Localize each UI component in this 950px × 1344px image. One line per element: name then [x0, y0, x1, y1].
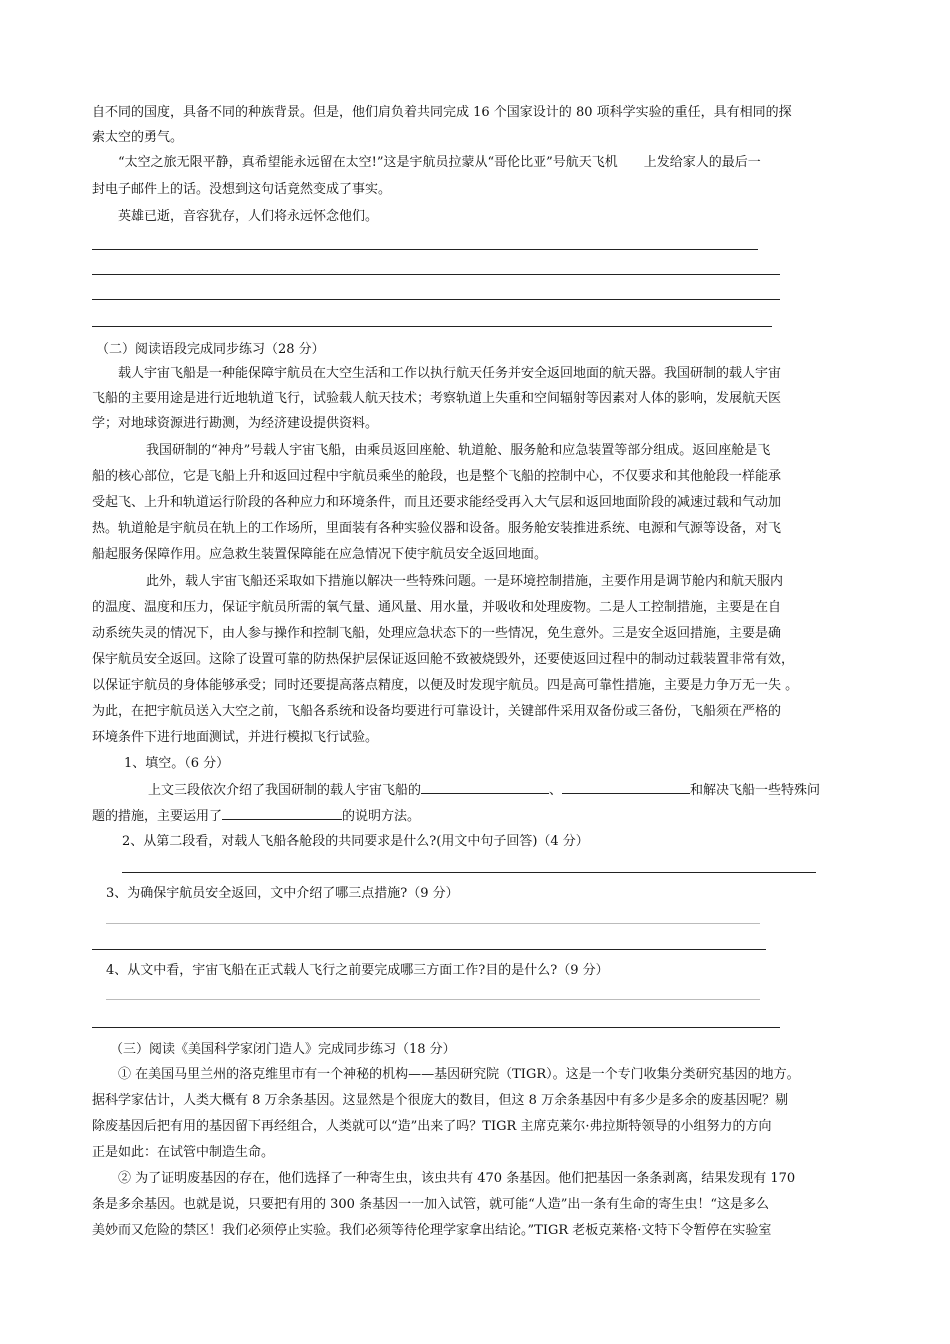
paragraph-line: ① 在美国马里兰州的洛克维里市有一个神秘的机构——基因研究院（TIGR）。这是一个专门收集分类研究基因的地方。: [118, 1067, 800, 1082]
answer-line[interactable]: [92, 299, 780, 300]
paragraph-line: 船起服务保障作用。应急救生装置保障能在应急情况下使宇航员安全返回地面。: [92, 547, 548, 562]
paragraph-line: 动系统失灵的情况下，由人参与操作和控制飞船，处理应急状态下的一些情况，免生意外。三是安全返回措施，主要是确: [92, 626, 782, 641]
paragraph-line: 此外，载人宇宙飞船还采取如下措施以解决一些特殊问题。一是环境控制措施，主要作用是调节舱内和航天服内: [146, 574, 784, 589]
answer-line[interactable]: [92, 1027, 780, 1028]
paragraph-line: 为此，在把宇航员送入大空之前，飞船各系统和设备均要进行可靠设计，关键部件采用双备份或三备份，飞船须在严格的: [92, 704, 782, 719]
blank-field[interactable]: [562, 781, 690, 794]
paragraph-line: 飞船的主要用途是进行近地轨道飞行，试验载人航天技术；考察轨道上失重和空间辐射等因素对人体的影响，发展航天医: [92, 391, 782, 406]
paragraph-line: 热。轨道舱是宇航员在轨上的工作场所，里面装有各种实验仪器和设备。服务舱安装推进系统、电源和气源等设备，对飞: [92, 521, 782, 536]
intro-line: 英雄已逝，音容犹存，人们将永远怀念他们。: [118, 209, 379, 224]
intro-line: 自不同的国度，具备不同的种族背景。但是，他们肩负着共同完成 16 个国家设计的 80 项科学实验的重任，具有相同的探: [92, 105, 792, 120]
question-title: 1、填空。（6 分）: [124, 756, 230, 771]
intro-line: 封电子邮件上的话。没想到这句话竟然变成了事实。: [92, 182, 392, 197]
answer-line[interactable]: [122, 872, 816, 873]
paragraph-line: ② 为了证明废基因的存在，他们选择了一种寄生虫，该虫共有 470 条基因。他们把基因一条条剥离，结果发现有 170: [118, 1171, 796, 1186]
blank-field[interactable]: [222, 807, 342, 820]
answer-line[interactable]: [106, 923, 760, 924]
fill-blank-question: [148, 781, 820, 800]
question-text: 和解决飞船一些特殊问: [690, 783, 821, 798]
answer-line[interactable]: [92, 326, 772, 327]
paragraph-line: 环境条件下进行地面测试，并进行模拟飞行试验。: [92, 730, 379, 745]
question-text: 4、从文中看，宇宙飞船在正式载人飞行之前要完成哪三方面工作?目的是什么?（9 分）: [106, 963, 609, 978]
intro-line: “太空之旅无限平静，真希望能永远留在太空!”这是宇航员拉蒙从“哥伦比亚”号航天飞机 上发给家人的最后一: [118, 155, 761, 170]
paragraph-line: 除废基因后把有用的基因留下再经组合，人类就可以“造”出来了吗？TIGR 主席克莱尔·弗拉斯特领导的小组努力的方向: [92, 1119, 772, 1134]
question-text: 上文三段依次介绍了我国研制的载人宇宙飞船的: [148, 783, 422, 798]
answer-line[interactable]: [106, 999, 760, 1000]
question-text: 3、为确保宇航员安全返回，文中介绍了哪三点措施?（9 分）: [106, 886, 459, 901]
paragraph-line: 美妙而又危险的禁区！我们必须停止实验。我们必须等待伦理学家拿出结论。”TIGR 老板克莱格·文特下令暂停在实验室: [92, 1223, 772, 1238]
paragraph-line: 受起飞、上升和轨道运行阶段的各种应力和环境条件，而且还要求能经受再入大气层和返回地面阶段的减速过载和气动加: [92, 495, 782, 510]
question-text: 题的措施，主要运用了: [92, 809, 223, 824]
fill-blank-question: [92, 807, 420, 826]
paragraph-line: 正是如此：在试管中制造生命。: [92, 1145, 275, 1160]
answer-line[interactable]: [92, 249, 758, 250]
paragraph-line: 条是多余基因。也就是说，只要把有用的 300 条基因一一加入试管，就可能“人造”出一条有生命的寄生虫！“这是多么: [92, 1197, 770, 1212]
answer-line[interactable]: [92, 949, 766, 950]
paragraph-line: 保宇航员安全返回。这除了设置可靠的防热保护层保证返回舱不致被烧毁外，还要使返回过程中的制动过载装置非常有效，: [92, 652, 795, 667]
section-heading: （三）阅读《美国科学家闭门造人》完成同步练习（18 分）: [110, 1042, 456, 1057]
question-text: 、: [549, 783, 563, 798]
section-heading: （二）阅读语段完成同步练习（28 分）: [96, 342, 325, 357]
paragraph-line: 据科学家估计，人类大概有 8 万余条基因。这显然是个很庞大的数目，但这 8 万余条基因中有多少是多余的废基因呢？剔: [92, 1093, 789, 1108]
question-text: 的说明方法。: [342, 809, 421, 824]
answer-line[interactable]: [92, 274, 780, 275]
paragraph-line: 以保证宇航员的身体能够承受；同时还要提高落点精度，以便及时发现宇航员。四是高可靠性措施，主要是力争万无一失 。: [92, 678, 799, 693]
intro-line: 索太空的勇气。: [92, 130, 184, 145]
question-text: 2、从第二段看，对载人飞船各舱段的共同要求是什么?(用文中句子回答)（4 分）: [122, 834, 589, 849]
paragraph-line: 我国研制的“神舟”号载人宇宙飞船，由乘员返回座舱、轨道舱、服务舱和应急装置等部分组成。返回座舱是飞: [146, 443, 771, 458]
blank-field[interactable]: [421, 781, 549, 794]
paragraph-line: 学；对地球资源进行勘测，为经济建设提供资料。: [92, 416, 379, 431]
paragraph-line: 的温度、温度和压力，保证宇航员所需的氧气量、通风量、用水量，并吸收和处理废物。二是人工控制措施，主要是在自: [92, 600, 782, 615]
paragraph-line: 载人宇宙飞船是一种能保障宇航员在大空生活和工作以执行航天任务并安全返回地面的航天器。我国研制的载人宇宙: [118, 366, 782, 381]
paragraph-line: 船的核心部位，它是飞船上升和返回过程中宇航员乘坐的舱段，也是整个飞船的控制中心，不仅要求和其他舱段一样能承: [92, 469, 782, 484]
